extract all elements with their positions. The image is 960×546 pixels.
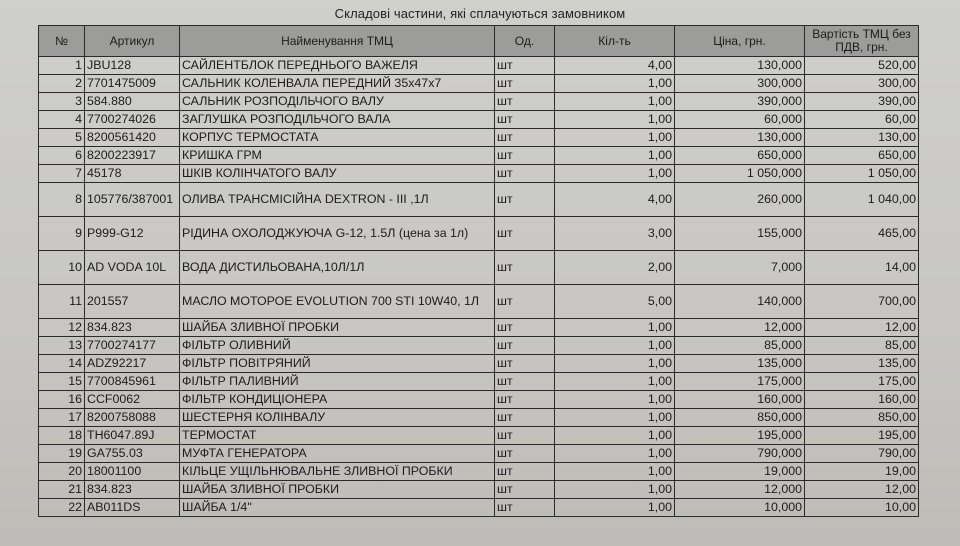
cell-no: 18	[39, 427, 85, 445]
cell-qty: 1,00	[555, 499, 675, 517]
cell-total: 465,00	[805, 217, 919, 251]
cell-total: 790,00	[805, 445, 919, 463]
cell-price: 135,000	[675, 355, 805, 373]
cell-price: 390,000	[675, 93, 805, 111]
table-row	[39, 147, 919, 165]
cell-article: 8200758088	[85, 409, 180, 427]
column-header-article: Артикул	[85, 26, 180, 57]
cell-price: 175,000	[675, 373, 805, 391]
cell-name: ФІЛЬТР ОЛИВНИЙ	[180, 337, 495, 355]
cell-no: 13	[39, 337, 85, 355]
cell-price: 12,000	[675, 481, 805, 499]
cell-no: 4	[39, 111, 85, 129]
cell-name: ЗАГЛУШКА РОЗПОДІЛЬЧОГО ВАЛА	[180, 111, 495, 129]
table-body	[39, 57, 919, 517]
cell-total: 650,00	[805, 147, 919, 165]
cell-unit: шт	[495, 217, 555, 251]
cell-qty: 4,00	[555, 57, 675, 75]
cell-qty: 1,00	[555, 355, 675, 373]
cell-no: 2	[39, 75, 85, 93]
cell-no: 15	[39, 373, 85, 391]
cell-no: 5	[39, 129, 85, 147]
cell-qty: 1,00	[555, 391, 675, 409]
cell-article: 7700274177	[85, 337, 180, 355]
cell-unit: шт	[495, 337, 555, 355]
cell-name: ШЕСТЕРНЯ КОЛІНВАЛУ	[180, 409, 495, 427]
cell-article: ADZ92217	[85, 355, 180, 373]
cell-name: ШАЙБА 1/4"	[180, 499, 495, 517]
cell-qty: 4,00	[555, 183, 675, 217]
cell-name: МУФТА ГЕНЕРАТОРА	[180, 445, 495, 463]
cell-total: 12,00	[805, 319, 919, 337]
cell-unit: шт	[495, 409, 555, 427]
table-row	[39, 373, 919, 391]
table-row	[39, 165, 919, 183]
cell-article: 7700274026	[85, 111, 180, 129]
cell-name: КОРПУС ТЕРМОСТАТА	[180, 129, 495, 147]
cell-no: 19	[39, 445, 85, 463]
table-row	[39, 481, 919, 499]
cell-no: 7	[39, 165, 85, 183]
cell-name: САЛЬНИК РОЗПОДІЛЬЧОГО ВАЛУ	[180, 93, 495, 111]
cell-unit: шт	[495, 499, 555, 517]
cell-total: 1 050,00	[805, 165, 919, 183]
cell-price: 300,000	[675, 75, 805, 93]
cell-unit: шт	[495, 391, 555, 409]
cell-qty: 1,00	[555, 75, 675, 93]
column-header-price: Ціна, грн.	[675, 26, 805, 57]
table-row	[39, 463, 919, 481]
cell-article: 45178	[85, 165, 180, 183]
cell-no: 1	[39, 57, 85, 75]
cell-price: 19,000	[675, 463, 805, 481]
cell-total: 520,00	[805, 57, 919, 75]
cell-price: 155,000	[675, 217, 805, 251]
cell-price: 7,000	[675, 251, 805, 285]
cell-name: МАСЛО МОТОРОЕ EVOLUTION 700 STI 10W40, 1Л	[180, 285, 495, 319]
cell-total: 135,00	[805, 355, 919, 373]
cell-article: 18001100	[85, 463, 180, 481]
table-row	[39, 217, 919, 251]
cell-total: 130,00	[805, 129, 919, 147]
cell-price: 850,000	[675, 409, 805, 427]
cell-qty: 1,00	[555, 481, 675, 499]
cell-total: 195,00	[805, 427, 919, 445]
cell-name: ВОДА ДИСТИЛЬОВАНА,10Л/1Л	[180, 251, 495, 285]
cell-qty: 1,00	[555, 165, 675, 183]
table-row	[39, 409, 919, 427]
cell-no: 21	[39, 481, 85, 499]
cell-qty: 1,00	[555, 373, 675, 391]
cell-article: 7700845961	[85, 373, 180, 391]
cell-no: 8	[39, 183, 85, 217]
cell-article: AB011DS	[85, 499, 180, 517]
cell-total: 390,00	[805, 93, 919, 111]
cell-article: TH6047.89J	[85, 427, 180, 445]
table-row	[39, 129, 919, 147]
cell-no: 20	[39, 463, 85, 481]
cell-qty: 1,00	[555, 93, 675, 111]
cell-article: JBU128	[85, 57, 180, 75]
cell-qty: 1,00	[555, 147, 675, 165]
cell-article: 8200223917	[85, 147, 180, 165]
cell-article: 584.880	[85, 93, 180, 111]
cell-name: ФІЛЬТР КОНДИЦІОНЕРА	[180, 391, 495, 409]
column-header-name: Найменування ТМЦ	[180, 26, 495, 57]
cell-total: 12,00	[805, 481, 919, 499]
table-row	[39, 111, 919, 129]
cell-name: САЛЬНИК КОЛЕНВАЛА ПЕРЕДНИЙ 35х47х7	[180, 75, 495, 93]
cell-name: КІЛЬЦЕ УЩІЛЬНЮВАЛЬНЕ ЗЛИВНОЇ ПРОБКИ	[180, 463, 495, 481]
cell-name: ШАЙБА ЗЛИВНОЇ ПРОБКИ	[180, 319, 495, 337]
cell-total: 1 040,00	[805, 183, 919, 217]
cell-price: 260,000	[675, 183, 805, 217]
cell-no: 22	[39, 499, 85, 517]
cell-price: 60,000	[675, 111, 805, 129]
cell-unit: шт	[495, 183, 555, 217]
cell-unit: шт	[495, 427, 555, 445]
cell-no: 12	[39, 319, 85, 337]
table-row	[39, 427, 919, 445]
table-row	[39, 57, 919, 75]
cell-unit: шт	[495, 147, 555, 165]
cell-total: 14,00	[805, 251, 919, 285]
cell-unit: шт	[495, 93, 555, 111]
cell-name: РІДИНА ОХОЛОДЖУЮЧА G-12, 1.5Л (цена за 1л)	[180, 217, 495, 251]
cell-no: 3	[39, 93, 85, 111]
cell-price: 650,000	[675, 147, 805, 165]
cell-total: 60,00	[805, 111, 919, 129]
document-title: Складові частини, які сплачуються замовником	[334, 6, 626, 21]
cell-qty: 3,00	[555, 217, 675, 251]
cell-article: 201557	[85, 285, 180, 319]
cell-total: 300,00	[805, 75, 919, 93]
table-row	[39, 183, 919, 217]
cell-price: 195,000	[675, 427, 805, 445]
cell-unit: шт	[495, 75, 555, 93]
cell-unit: шт	[495, 373, 555, 391]
cell-name: КРИШКА ГРМ	[180, 147, 495, 165]
cell-article: 105776/387001	[85, 183, 180, 217]
column-header-qty: Кіл-ть	[555, 26, 675, 57]
cell-price: 1 050,000	[675, 165, 805, 183]
cell-qty: 1,00	[555, 409, 675, 427]
cell-qty: 5,00	[555, 285, 675, 319]
cell-unit: шт	[495, 285, 555, 319]
cell-qty: 2,00	[555, 251, 675, 285]
cell-name: ОЛИВА ТРАНСМІСІЙНА DEXTRON - III ,1Л	[180, 183, 495, 217]
cell-name: ФІЛЬТР ПАЛИВНИЙ	[180, 373, 495, 391]
cell-no: 11	[39, 285, 85, 319]
cell-name: САЙЛЕНТБЛОК ПЕРЕДНЬОГО ВАЖЕЛЯ	[180, 57, 495, 75]
cell-unit: шт	[495, 251, 555, 285]
cell-no: 14	[39, 355, 85, 373]
cell-article: CCF0062	[85, 391, 180, 409]
cell-name: ТЕРМОСТАТ	[180, 427, 495, 445]
cell-unit: шт	[495, 463, 555, 481]
cell-price: 130,000	[675, 57, 805, 75]
cell-qty: 1,00	[555, 427, 675, 445]
column-header-unit: Од.	[495, 26, 555, 57]
cell-total: 85,00	[805, 337, 919, 355]
cell-total: 700,00	[805, 285, 919, 319]
cell-article: AD VODA 10L	[85, 251, 180, 285]
cell-price: 10,000	[675, 499, 805, 517]
column-header-total: Вартість ТМЦ без ПДВ, грн.	[805, 26, 919, 57]
cell-article: 8200561420	[85, 129, 180, 147]
cell-unit: шт	[495, 481, 555, 499]
cell-qty: 1,00	[555, 319, 675, 337]
cell-unit: шт	[495, 57, 555, 75]
table-row	[39, 319, 919, 337]
cell-total: 160,00	[805, 391, 919, 409]
cell-price: 12,000	[675, 319, 805, 337]
cell-name: ШАЙБА ЗЛИВНОЇ ПРОБКИ	[180, 481, 495, 499]
table-row	[39, 445, 919, 463]
table-row	[39, 251, 919, 285]
cell-qty: 1,00	[555, 129, 675, 147]
cell-unit: шт	[495, 445, 555, 463]
cell-qty: 1,00	[555, 337, 675, 355]
cell-price: 790,000	[675, 445, 805, 463]
cell-article: 834.823	[85, 319, 180, 337]
table-row	[39, 75, 919, 93]
cell-total: 19,00	[805, 463, 919, 481]
cell-article: 834.823	[85, 481, 180, 499]
cell-price: 85,000	[675, 337, 805, 355]
cell-total: 850,00	[805, 409, 919, 427]
cell-price: 130,000	[675, 129, 805, 147]
cell-unit: шт	[495, 165, 555, 183]
cell-price: 140,000	[675, 285, 805, 319]
parts-table	[38, 25, 919, 517]
cell-unit: шт	[495, 111, 555, 129]
cell-qty: 1,00	[555, 111, 675, 129]
cell-unit: шт	[495, 129, 555, 147]
cell-no: 10	[39, 251, 85, 285]
table-row	[39, 93, 919, 111]
cell-unit: шт	[495, 319, 555, 337]
table-row	[39, 355, 919, 373]
cell-name: ШКІВ КОЛІНЧАТОГО ВАЛУ	[180, 165, 495, 183]
table-row	[39, 285, 919, 319]
cell-no: 17	[39, 409, 85, 427]
cell-no: 9	[39, 217, 85, 251]
cell-qty: 1,00	[555, 463, 675, 481]
cell-total: 175,00	[805, 373, 919, 391]
cell-name: ФІЛЬТР ПОВІТРЯНИЙ	[180, 355, 495, 373]
cell-qty: 1,00	[555, 445, 675, 463]
cell-no: 16	[39, 391, 85, 409]
table-row	[39, 499, 919, 517]
cell-price: 160,000	[675, 391, 805, 409]
cell-article: 7701475009	[85, 75, 180, 93]
cell-article: GA755.03	[85, 445, 180, 463]
table-header-row	[39, 26, 919, 57]
table-row	[39, 391, 919, 409]
table-row	[39, 337, 919, 355]
cell-no: 6	[39, 147, 85, 165]
column-header-no: №	[39, 26, 85, 57]
cell-unit: шт	[495, 355, 555, 373]
cell-article: P999-G12	[85, 217, 180, 251]
cell-total: 10,00	[805, 499, 919, 517]
